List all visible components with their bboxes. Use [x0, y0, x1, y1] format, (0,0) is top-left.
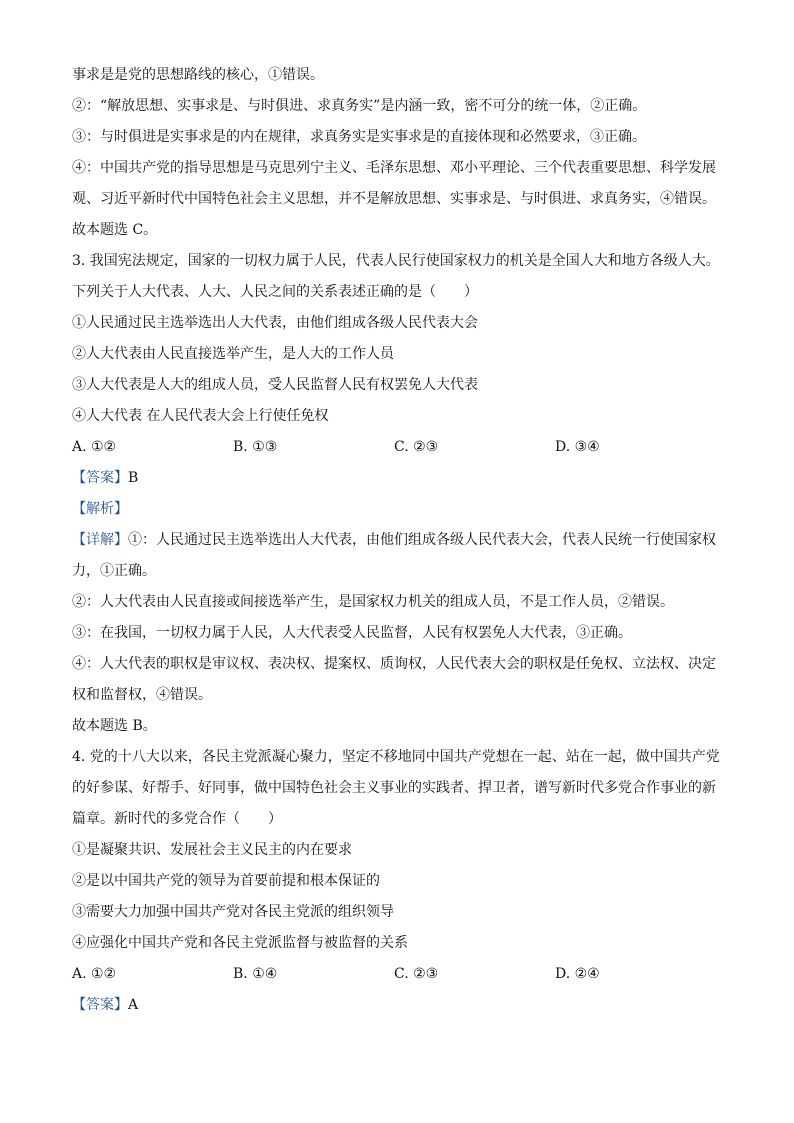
- q4-item-1: ①是凝聚共识、发展社会主义民主的内在要求: [72, 842, 352, 858]
- q4-answer: [72, 990, 722, 1021]
- q3-detail-line-3: ③：在我国，一切权力属于人民，人大代表受人民监督，人民有权罢免人大代表，③正确。: [72, 625, 632, 641]
- q3-options: [72, 432, 722, 463]
- q2-tail-line-3: ③：与时俱进是实事求是的内在规律，求真务实是实事求是的直接体现和必然要求，③正确。: [72, 129, 646, 145]
- q4-option-d: D. ②④: [555, 966, 600, 982]
- q3-detail-tag: 【详解】: [72, 532, 128, 548]
- q3-answer-value: B: [128, 470, 139, 486]
- q4-option-a: A. ①②: [72, 966, 117, 982]
- q3-answer-tag: 【答案】: [72, 470, 128, 486]
- q3-detail-line-1b: 力，①正确。: [72, 563, 156, 579]
- q3-stem-line-1: 3. 我国宪法规定，国家的一切权力属于人民，代表人民行使国家权力的机关是全国人大和地方各级人大。: [72, 253, 720, 269]
- q3-option-d: D. ③④: [555, 439, 600, 455]
- q2-conclusion: 故本题选 C。: [72, 222, 158, 238]
- q4-options: [72, 959, 722, 990]
- q3-stem-line-2: 下列关于人大代表、人大、人民之间的关系表述正确的是（ ）: [72, 284, 478, 300]
- q3-option-b: B. ①③: [233, 439, 278, 455]
- q4-option-b: B. ①④: [233, 966, 278, 982]
- q3-detail-line-1a: [72, 525, 722, 556]
- q3-option-c: C. ②③: [394, 439, 439, 455]
- q3-item-2: ②人大代表由人民直接选举产生，是人大的工作人员: [72, 346, 394, 362]
- q4-item-4: ④应强化中国共产党和各民主党派监督与被监督的关系: [72, 935, 408, 951]
- q3-answer: [72, 463, 722, 494]
- q3-option-a: A. ①②: [72, 439, 117, 455]
- q3-conclusion: 故本题选 B。: [72, 718, 157, 734]
- q4-item-3: ③需要大力加强中国共产党对各民主党派的组织领导: [72, 904, 394, 920]
- q3-detail-line-4b: 权和监督权，④错误。: [72, 687, 212, 703]
- q3-item-4: ④人大代表 在人民代表大会上行使任免权: [72, 408, 329, 424]
- q3-item-1: ①人民通过民主选举选出人大代表，由他们组成各级人民代表大会: [72, 315, 478, 331]
- q4-item-2: ②是以中国共产党的领导为首要前提和根本保证的: [72, 873, 380, 889]
- q4-stem-line-1: 4. 党的十八大以来，各民主党派凝心聚力，坚定不移地同中国共产党想在一起、站在一起，做中国共产党: [72, 749, 720, 765]
- q3-detail-line-4a: ④：人大代表的职权是审议权、表决权、提案权、质询权，人民代表大会的职权是任免权、立法权、决定: [72, 656, 716, 672]
- q3-detail-1a-text: ①：人民通过民主选举选出人大代表，由他们组成各级人民代表大会，代表人民统一行使国家权: [128, 532, 716, 548]
- q4-option-c: C. ②③: [394, 966, 439, 982]
- q3-analysis-tag: 【解析】: [72, 501, 128, 517]
- q4-answer-value: A: [128, 997, 139, 1013]
- q2-tail-line-4b: 观、习近平新时代中国特色社会主义思想，并不是解放思想、实事求是、与时俱进、求真务实，④错误。: [72, 191, 716, 207]
- q3-analysis: [72, 494, 722, 525]
- q4-stem-line-3: 篇章。新时代的多党合作（ ）: [72, 811, 282, 827]
- q2-tail-line-4a: ④：中国共产党的指导思想是马克思列宁主义、毛泽东思想、邓小平理论、三个代表重要思想、科学发展: [72, 160, 716, 176]
- q2-tail-line-1: 事求是是党的思想路线的核心，①错误。: [72, 67, 324, 83]
- document-page: [72, 60, 722, 1021]
- q4-answer-tag: 【答案】: [72, 997, 128, 1013]
- q3-detail-line-2: ②：人大代表由人民直接或间接选举产生，是国家权力机关的组成人员，不是工作人员，②错误。: [72, 594, 674, 610]
- q3-item-3: ③人大代表是人大的组成人员，受人民监督人民有权罢免人大代表: [72, 377, 478, 393]
- q4-stem-line-2: 的好参谋、好帮手、好同事，做中国特色社会主义事业的实践者、捍卫者，谱写新时代多党合作事业的新: [72, 780, 716, 796]
- q2-tail-line-2: ②：“解放思想、实事求是、与时俱进、求真务实”是内涵一致，密不可分的统一体，②正确。: [72, 98, 647, 114]
